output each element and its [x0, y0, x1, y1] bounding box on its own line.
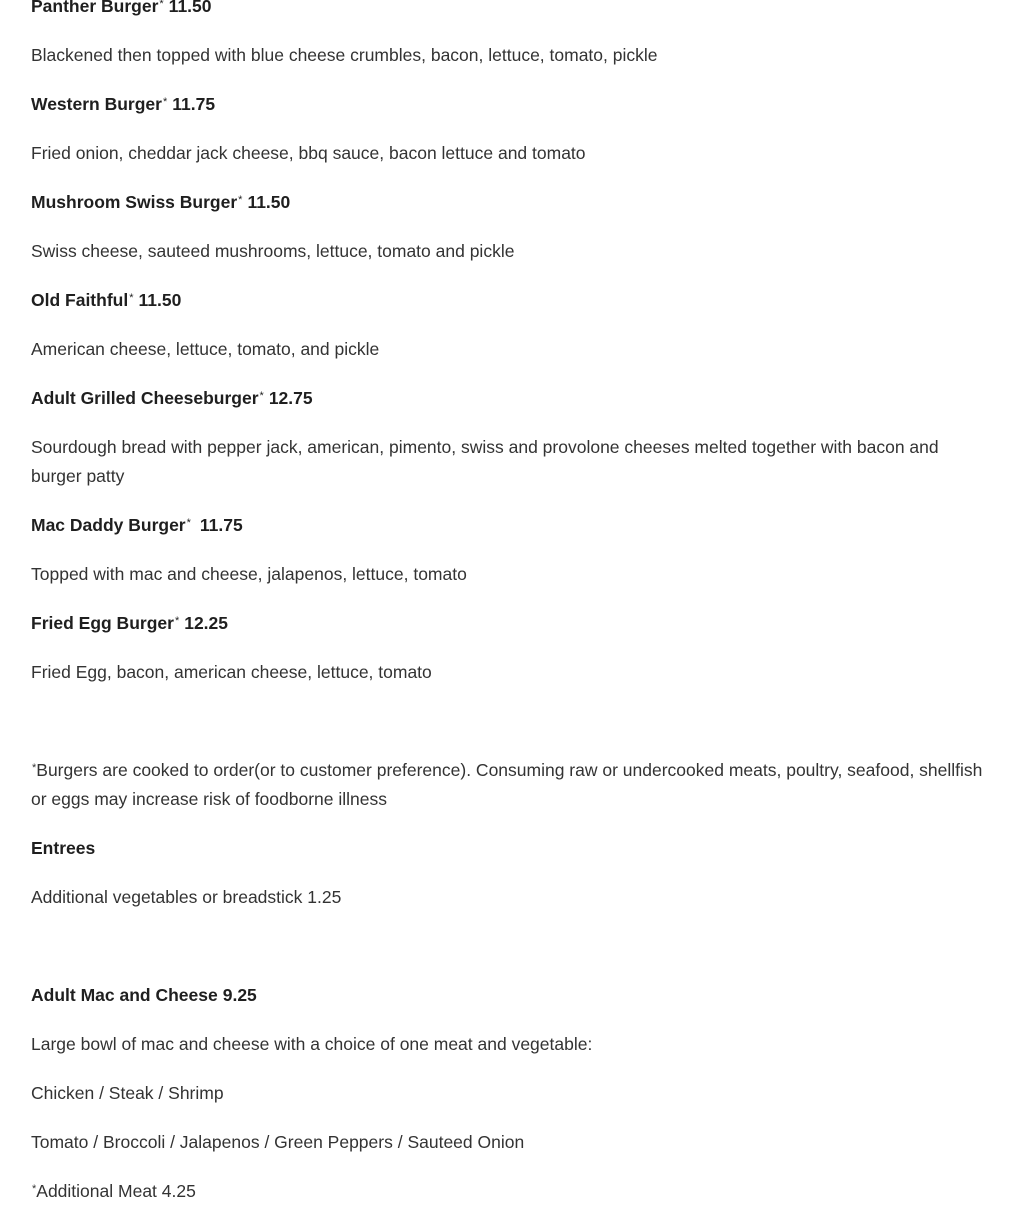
asterisk-mark: * — [174, 615, 180, 627]
burger-disclaimer — [31, 756, 986, 814]
entrees-addon-note: Additional vegetables or breadstick 1.25 — [31, 887, 342, 907]
menu-item-title — [31, 384, 986, 413]
asterisk-mark: * — [129, 292, 134, 304]
item-name: Mushroom Swiss Burger — [31, 192, 238, 212]
asterisk-mark: * — [32, 1183, 37, 1195]
menu-item-title — [31, 981, 986, 1010]
menu-item-title — [31, 609, 986, 638]
item-price: 11.75 — [199, 515, 243, 535]
item-price: 12.75 — [268, 388, 313, 408]
menu-item-description: Blackened then topped with blue cheese crumbles, bacon, lettuce, tomato, pickle — [31, 45, 658, 65]
menu-content — [31, 0, 986, 1226]
item-price: 11.50 — [168, 0, 212, 16]
item-price: 11.75 — [172, 94, 216, 114]
menu-item-title — [31, 90, 986, 119]
item-name: Adult Grilled Cheeseburger — [31, 388, 259, 408]
item-name: Mac Daddy Burger — [31, 515, 186, 535]
asterisk-mark: * — [186, 517, 191, 529]
menu-item-description: Fried Egg, bacon, american cheese, lettuce, tomato — [31, 662, 432, 682]
additional-meat-text: Additional Meat 4.25 — [36, 1181, 196, 1201]
menu-item-description: Sourdough bread with pepper jack, american, pimento, swiss and provolone cheeses melted together with bacon and burger patty — [31, 437, 939, 486]
asterisk-mark: * — [162, 96, 168, 108]
menu-item-title — [31, 188, 986, 217]
item-name: Adult Mac and Cheese — [31, 985, 218, 1005]
menu-item-description: Large bowl of mac and cheese with a choice of one meat and vegetable: — [31, 1034, 593, 1054]
item-price: 12.25 — [184, 613, 229, 633]
menu-item-title — [31, 286, 986, 315]
asterisk-mark: * — [32, 762, 37, 774]
item-name: Western Burger — [31, 94, 162, 114]
menu-item-title — [31, 511, 986, 540]
item-name: Old Faithful — [31, 290, 129, 310]
blank-spacer — [31, 932, 986, 981]
menu-item-description: Topped with mac and cheese, jalapenos, lettuce, tomato — [31, 564, 467, 584]
disclaimer-text: Burgers are cooked to order(or to customer preference). Consuming raw or undercooked meats, poultry, seafood, shellfish or eggs may increase risk of foodborne illness — [31, 760, 983, 809]
item-name: Fried Egg Burger — [31, 613, 174, 633]
item-price: 11.50 — [247, 192, 291, 212]
menu-item-title — [31, 0, 986, 21]
meat-options: Chicken / Steak / Shrimp — [31, 1083, 224, 1103]
menu-item-description: Swiss cheese, sauteed mushrooms, lettuce, tomato and pickle — [31, 241, 515, 261]
asterisk-mark: * — [259, 390, 264, 402]
item-name: Panther Burger — [31, 0, 159, 16]
asterisk-mark: * — [159, 0, 164, 10]
blank-spacer — [31, 707, 986, 756]
additional-meat-note — [31, 1177, 986, 1206]
section-heading-entrees: Entrees — [31, 838, 96, 858]
menu-item-description: Fried onion, cheddar jack cheese, bbq sauce, bacon lettuce and tomato — [31, 143, 586, 163]
asterisk-mark: * — [238, 194, 243, 206]
item-price: 11.50 — [138, 290, 182, 310]
menu-item-description: American cheese, lettuce, tomato, and pickle — [31, 339, 380, 359]
item-price: 9.25 — [222, 985, 257, 1005]
vegetable-options: Tomato / Broccoli / Jalapenos / Green Peppers / Sauteed Onion — [31, 1132, 525, 1152]
